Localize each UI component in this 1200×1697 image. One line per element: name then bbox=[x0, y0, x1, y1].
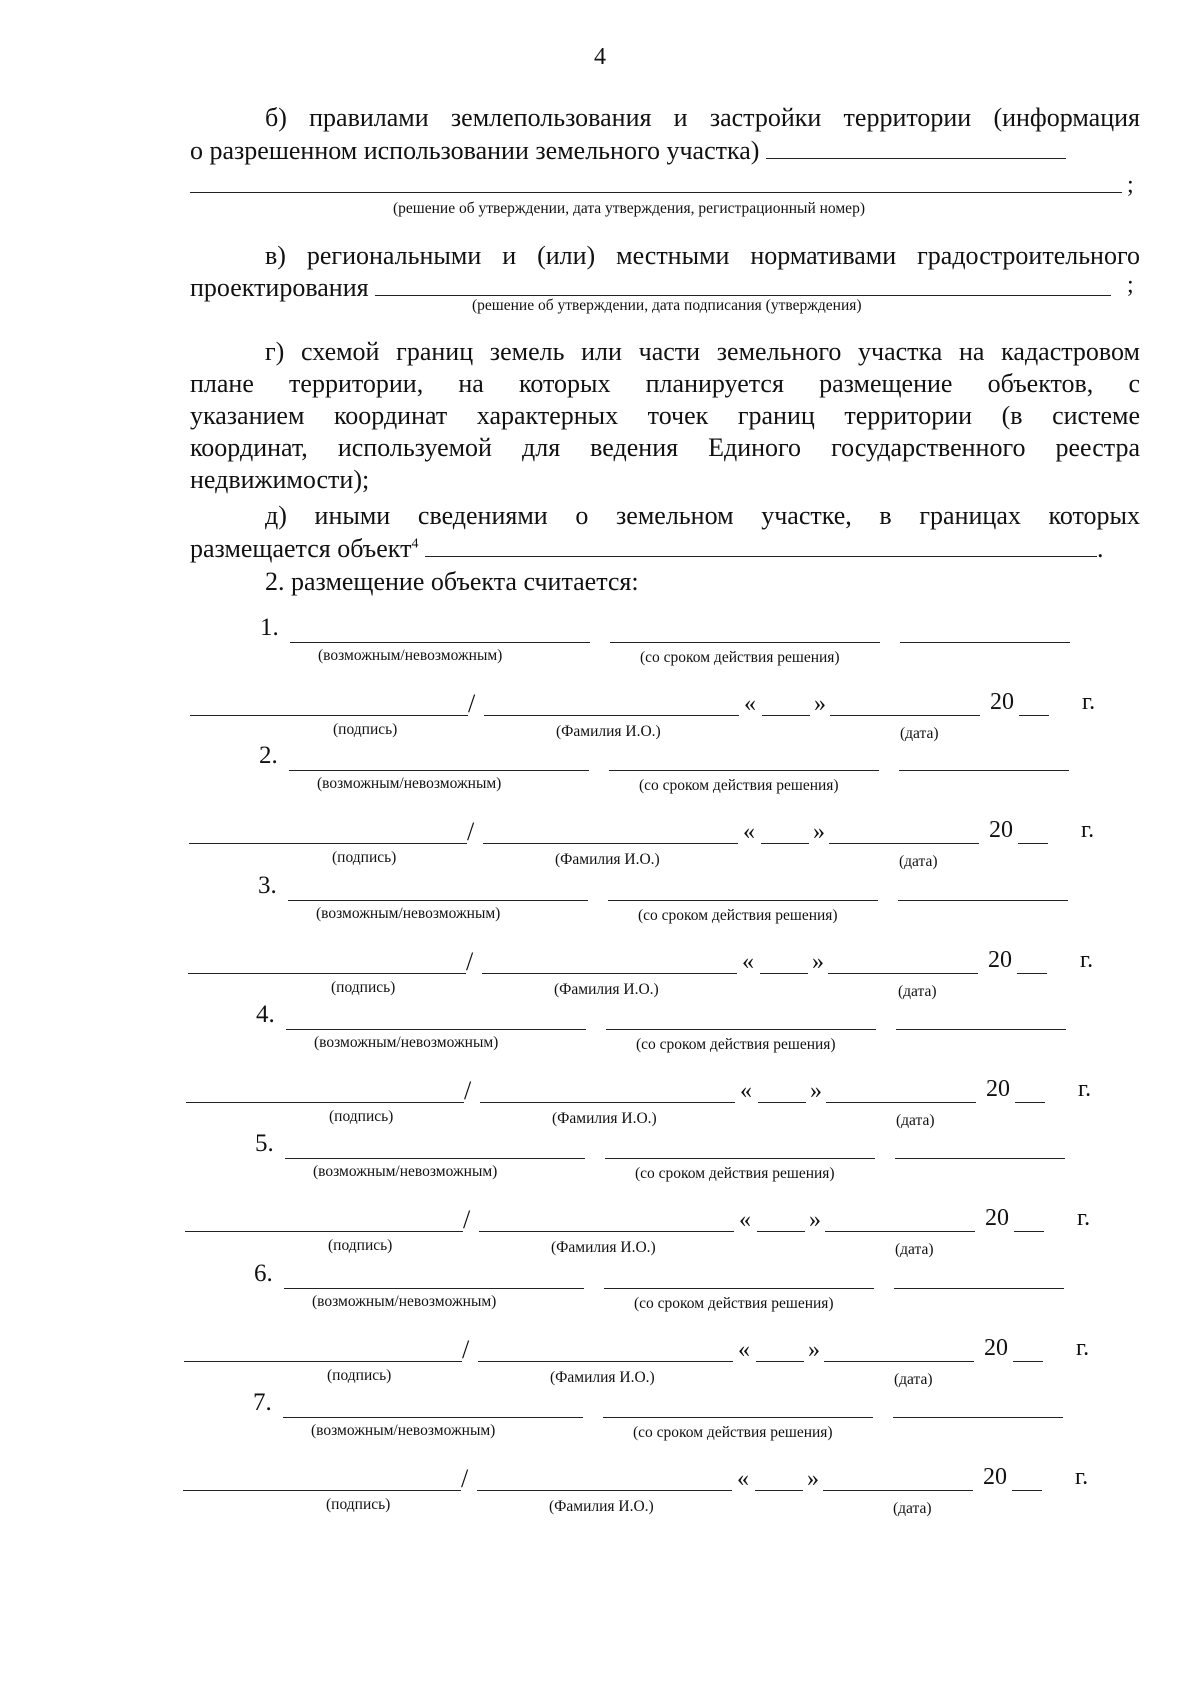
footnote-4[interactable]: 4 bbox=[411, 536, 419, 552]
term-field[interactable] bbox=[606, 1029, 876, 1030]
year-suffix: г. bbox=[1081, 817, 1095, 843]
name-field[interactable] bbox=[480, 1102, 735, 1103]
signature-caption: (подпись) bbox=[331, 979, 396, 996]
possible-caption: (возможным/невозможным) bbox=[316, 905, 501, 922]
term-caption: (со сроком действия решения) bbox=[636, 1036, 836, 1053]
signature-field[interactable] bbox=[186, 1102, 464, 1103]
possible-field[interactable] bbox=[285, 1158, 585, 1159]
possible-field[interactable] bbox=[288, 900, 588, 901]
quote-open: « bbox=[737, 1466, 749, 1492]
term-field[interactable] bbox=[608, 900, 878, 901]
slash: / bbox=[466, 947, 474, 976]
month-field[interactable] bbox=[830, 715, 980, 716]
slash: / bbox=[463, 1205, 471, 1234]
day-field[interactable] bbox=[762, 715, 810, 716]
quote-close: » bbox=[809, 1207, 821, 1233]
form-row-number: 7. bbox=[253, 1389, 272, 1416]
slash: / bbox=[461, 1464, 469, 1493]
possible-caption: (возможным/невозможным) bbox=[312, 1293, 497, 1310]
year-prefix: 20 bbox=[988, 947, 1012, 973]
date-caption: (дата) bbox=[896, 1112, 935, 1129]
date-caption: (дата) bbox=[893, 1500, 932, 1517]
item-b-line2-text: о разрешенном использовании земельного участка) bbox=[190, 136, 760, 165]
item-g-line2: плане территории, на которых планируется размещение объектов, с bbox=[190, 369, 1140, 398]
signature-caption: (подпись) bbox=[332, 849, 397, 866]
term-field[interactable] bbox=[603, 1417, 873, 1418]
year-field[interactable] bbox=[1015, 1102, 1045, 1103]
name-field[interactable] bbox=[478, 1361, 733, 1362]
quote-open: « bbox=[744, 691, 756, 717]
quote-open: « bbox=[739, 1207, 751, 1233]
year-field[interactable] bbox=[1018, 843, 1048, 844]
month-field[interactable] bbox=[825, 1231, 975, 1232]
extra-field[interactable] bbox=[894, 1288, 1064, 1289]
page-number: 4 bbox=[594, 44, 606, 70]
date-caption: (дата) bbox=[900, 725, 939, 742]
year-field[interactable] bbox=[1012, 1490, 1042, 1491]
signature-field[interactable] bbox=[184, 1361, 462, 1362]
name-caption: (Фамилия И.О.) bbox=[550, 1369, 655, 1386]
month-field[interactable] bbox=[824, 1361, 974, 1362]
item-v-line1: в) региональными и (или) местными нормативами градостроительного bbox=[265, 241, 1140, 270]
year-field[interactable] bbox=[1019, 715, 1049, 716]
possible-caption: (возможным/невозможным) bbox=[311, 1422, 496, 1439]
quote-open: « bbox=[743, 819, 755, 845]
year-suffix: г. bbox=[1078, 1076, 1092, 1102]
day-field[interactable] bbox=[761, 843, 809, 844]
section2-title: 2. размещение объекта считается: bbox=[265, 567, 639, 596]
item-b-caption: (решение об утверждении, дата утверждения, регистрационный номер) bbox=[393, 200, 865, 217]
possible-field[interactable] bbox=[290, 642, 590, 643]
month-field[interactable] bbox=[828, 973, 978, 974]
year-field[interactable] bbox=[1014, 1231, 1044, 1232]
possible-field[interactable] bbox=[283, 1417, 583, 1418]
year-suffix: г. bbox=[1076, 1335, 1090, 1361]
date-caption: (дата) bbox=[894, 1371, 933, 1388]
term-caption: (со сроком действия решения) bbox=[640, 649, 840, 666]
name-caption: (Фамилия И.О.) bbox=[554, 981, 659, 998]
possible-caption: (возможным/невозможным) bbox=[314, 1034, 499, 1051]
slash: / bbox=[462, 1335, 470, 1364]
item-g-line5: недвижимости); bbox=[190, 465, 370, 494]
term-caption: (со сроком действия решения) bbox=[638, 907, 838, 924]
signature-field[interactable] bbox=[190, 715, 468, 716]
quote-open: « bbox=[738, 1337, 750, 1363]
day-field[interactable] bbox=[755, 1490, 803, 1491]
term-field[interactable] bbox=[604, 1288, 874, 1289]
term-caption: (со сроком действия решения) bbox=[634, 1295, 834, 1312]
item-g-line1: г) схемой границ земель или части земельного участка на кадастровом bbox=[265, 337, 1140, 366]
signature-caption: (подпись) bbox=[327, 1367, 392, 1384]
year-prefix: 20 bbox=[983, 1464, 1007, 1490]
form-row-number: 5. bbox=[255, 1130, 274, 1157]
year-prefix: 20 bbox=[990, 689, 1014, 715]
item-d-line1: д) иными сведениями о земельном участке, в границах которых bbox=[265, 501, 1140, 530]
quote-close: » bbox=[808, 1337, 820, 1363]
year-suffix: г. bbox=[1075, 1464, 1089, 1490]
date-caption: (дата) bbox=[898, 983, 937, 1000]
quote-close: » bbox=[812, 949, 824, 975]
form-row-number: 6. bbox=[254, 1260, 273, 1287]
name-caption: (Фамилия И.О.) bbox=[551, 1239, 656, 1256]
year-field[interactable] bbox=[1017, 973, 1047, 974]
signature-field[interactable] bbox=[189, 843, 467, 844]
form-row-number: 2. bbox=[259, 742, 278, 769]
item-b-fill-line-2[interactable] bbox=[190, 192, 1122, 193]
item-b-line2 bbox=[190, 134, 1140, 167]
quote-close: » bbox=[814, 691, 826, 717]
year-prefix: 20 bbox=[984, 1335, 1008, 1361]
form-row-number: 4. bbox=[256, 1001, 275, 1028]
quote-open: « bbox=[742, 949, 754, 975]
year-field[interactable] bbox=[1013, 1361, 1043, 1362]
day-field[interactable] bbox=[758, 1102, 806, 1103]
extra-field[interactable] bbox=[899, 770, 1069, 771]
item-v-fill-line[interactable] bbox=[375, 271, 1111, 296]
name-field[interactable] bbox=[479, 1231, 734, 1232]
extra-field[interactable] bbox=[900, 642, 1070, 643]
possible-field[interactable] bbox=[289, 770, 589, 771]
extra-field[interactable] bbox=[898, 900, 1068, 901]
quote-close: » bbox=[813, 819, 825, 845]
item-g-line3: указанием координат характерных точек границ территории (в системе bbox=[190, 401, 1140, 430]
slash: / bbox=[464, 1076, 472, 1105]
form-row-number: 3. bbox=[258, 872, 277, 899]
item-b-end-mark: ; bbox=[1127, 172, 1134, 198]
day-field[interactable] bbox=[757, 1231, 805, 1232]
possible-field[interactable] bbox=[284, 1288, 584, 1289]
name-caption: (Фамилия И.О.) bbox=[549, 1498, 654, 1515]
signature-field[interactable] bbox=[185, 1231, 463, 1232]
signature-caption: (подпись) bbox=[329, 1108, 394, 1125]
year-prefix: 20 bbox=[989, 817, 1013, 843]
term-caption: (со сроком действия решения) bbox=[633, 1424, 833, 1441]
item-g-line4: координат, используемой для ведения Единого государственного реестра bbox=[190, 433, 1140, 462]
possible-caption: (возможным/невозможным) bbox=[313, 1163, 498, 1180]
name-field[interactable] bbox=[477, 1490, 732, 1491]
item-d-fill-line[interactable] bbox=[425, 532, 1097, 557]
month-field[interactable] bbox=[829, 843, 979, 844]
possible-caption: (возможным/невозможным) bbox=[317, 775, 502, 792]
quote-close: » bbox=[807, 1466, 819, 1492]
extra-field[interactable] bbox=[893, 1417, 1063, 1418]
item-d-line2-text: размещается объект bbox=[190, 534, 412, 563]
term-caption: (со сроком действия решения) bbox=[635, 1165, 835, 1182]
term-caption: (со сроком действия решения) bbox=[639, 777, 839, 794]
date-caption: (дата) bbox=[899, 853, 938, 870]
day-field[interactable] bbox=[760, 973, 808, 974]
slash: / bbox=[468, 689, 476, 718]
year-suffix: г. bbox=[1077, 1205, 1091, 1231]
term-field[interactable] bbox=[609, 770, 879, 771]
name-caption: (Фамилия И.О.) bbox=[555, 851, 660, 868]
name-field[interactable] bbox=[483, 843, 738, 844]
possible-caption: (возможным/невозможным) bbox=[318, 647, 503, 664]
signature-field[interactable] bbox=[188, 973, 466, 974]
name-caption: (Фамилия И.О.) bbox=[556, 723, 661, 740]
signature-caption: (подпись) bbox=[333, 721, 398, 738]
term-field[interactable] bbox=[610, 642, 880, 643]
day-field[interactable] bbox=[756, 1361, 804, 1362]
quote-open: « bbox=[740, 1078, 752, 1104]
signature-caption: (подпись) bbox=[328, 1237, 393, 1254]
item-d-line2 bbox=[190, 532, 1140, 565]
month-field[interactable] bbox=[823, 1490, 973, 1491]
item-b-fill-line[interactable] bbox=[766, 134, 1066, 159]
item-v-line2-text: проектирования bbox=[190, 273, 369, 302]
item-v-caption: (решение об утверждении, дата подписания (утверждения) bbox=[472, 297, 862, 314]
name-caption: (Фамилия И.О.) bbox=[552, 1110, 657, 1127]
item-d-end-mark: . bbox=[1096, 534, 1104, 563]
year-suffix: г. bbox=[1082, 689, 1096, 715]
name-field[interactable] bbox=[482, 973, 737, 974]
slash: / bbox=[467, 817, 475, 846]
year-prefix: 20 bbox=[986, 1076, 1010, 1102]
signature-field[interactable] bbox=[183, 1490, 461, 1491]
quote-close: » bbox=[810, 1078, 822, 1104]
extra-field[interactable] bbox=[896, 1029, 1066, 1030]
term-field[interactable] bbox=[605, 1158, 875, 1159]
year-prefix: 20 bbox=[985, 1205, 1009, 1231]
item-b-line1: б) правилами землепользования и застройки территории (информация bbox=[265, 103, 1140, 132]
possible-field[interactable] bbox=[286, 1029, 586, 1030]
item-v-end-mark: ; bbox=[1127, 272, 1134, 298]
form-row-number: 1. bbox=[260, 614, 279, 641]
year-suffix: г. bbox=[1080, 947, 1094, 973]
name-field[interactable] bbox=[484, 715, 739, 716]
date-caption: (дата) bbox=[895, 1241, 934, 1258]
extra-field[interactable] bbox=[895, 1158, 1065, 1159]
signature-caption: (подпись) bbox=[326, 1496, 391, 1513]
month-field[interactable] bbox=[826, 1102, 976, 1103]
